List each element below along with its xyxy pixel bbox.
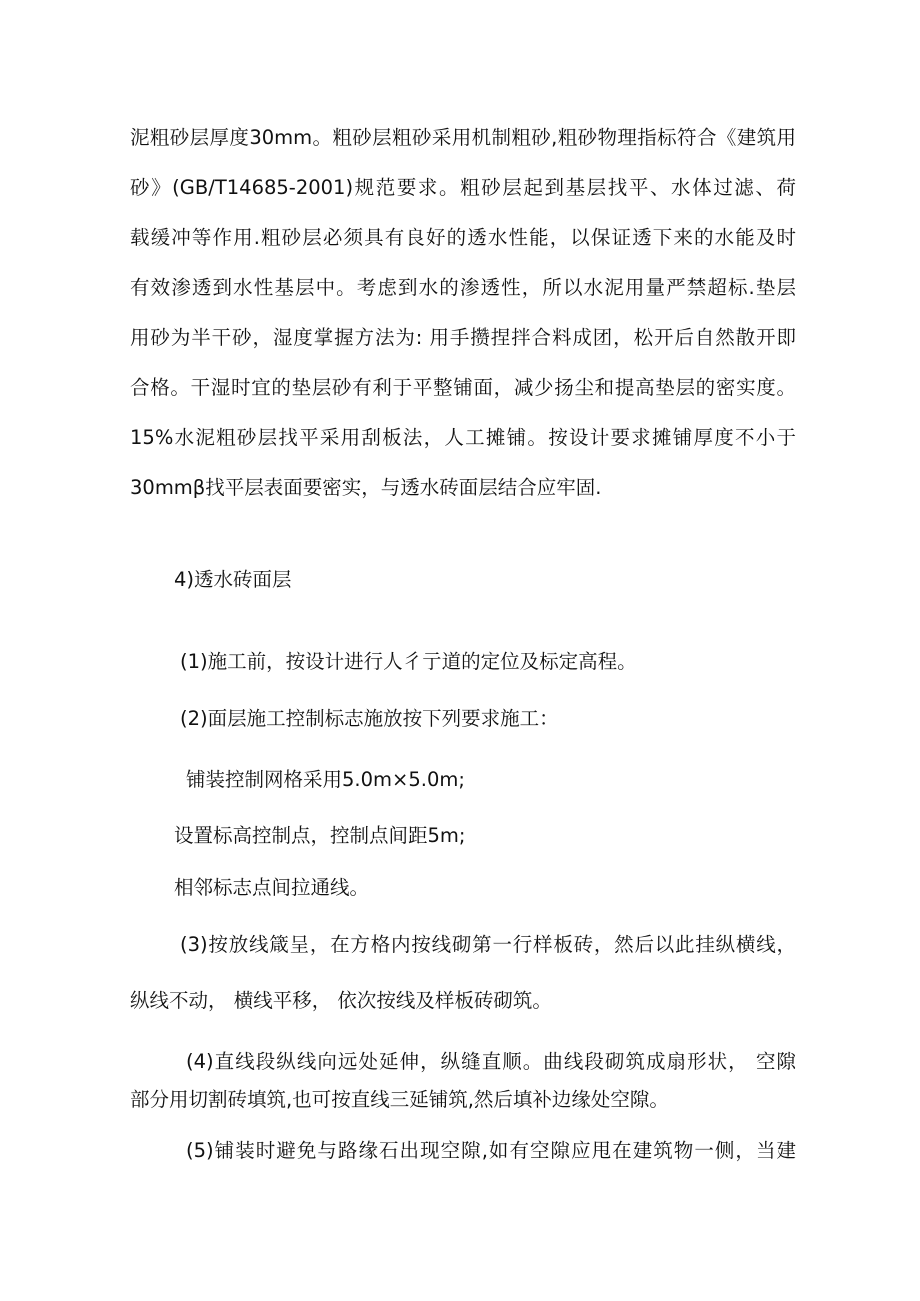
list-item: (2)面层施工控制标志施放按下列要求施工： — [180, 707, 559, 730]
list-subitem: 铺装控制网格采用5.0m×5.0m; — [186, 768, 465, 791]
list-item: (5)铺装时避免与路缘石出现空隙,如有空隙应甩在建筑物一侧，当建 — [186, 1139, 796, 1162]
paragraph-line: 用砂为半干砂，湿度掌握方法为: 用手攒捏拌合料成团，松开后自然散开即 — [130, 326, 796, 349]
list-subitem: 设置标高控制点，控制点间距5m; — [174, 824, 466, 847]
paragraph-line: 泥粗砂层厚度30mm。粗砂层粗砂采用机制粗砂,粗砂物理指标符合《建筑用 — [130, 126, 796, 149]
list-item: (4)直线段纵线向远处延伸，纵缝直顺。曲线段砌筑成扇形状， 空隙 — [186, 1050, 796, 1073]
list-item: (1)施工前，按设计进行人彳亍道的定位及标定高程。 — [180, 650, 637, 673]
paragraph-line: 有效渗透到水性基层中。考虑到水的渗透性，所以水泥用量严禁超标.垫层 — [130, 276, 796, 299]
list-item-continuation: 纵线不动， 横线平移， 依次按线及样板砖砌筑。 — [130, 989, 552, 1012]
section-heading: 4)透水砖面层 — [174, 568, 292, 591]
paragraph-line: 砂》(GB/T14685-2001)规范要求。粗砂层起到基层找平、水体过滤、荷 — [130, 176, 796, 199]
paragraph-line: 载缓冲等作用.粗砂层必须具有良好的透水性能，以保证透下来的水能及时 — [130, 226, 796, 249]
paragraph-line: 30mmβ找平层表面要密实，与透水砖面层结合应牢固. — [130, 476, 602, 499]
paragraph-line: 合格。干湿时宜的垫层砂有利于平整铺面，减少扬尘和提高垫层的密实度。 — [130, 376, 796, 399]
list-subitem: 相邻标志点间拉通线。 — [174, 876, 370, 899]
list-item: (3)按放线箴呈，在方格内按线砌第一行样板砖，然后以此挂纵横线， — [180, 933, 796, 956]
list-item-continuation: 部分用切割砖填筑,也可按直线三延铺筑,然后填补边缘处空隙。 — [130, 1088, 669, 1111]
paragraph-line: 15%水泥粗砂层找平采用刮板法，人工摊铺。按设计要求摊铺厚度不小于 — [130, 426, 796, 449]
